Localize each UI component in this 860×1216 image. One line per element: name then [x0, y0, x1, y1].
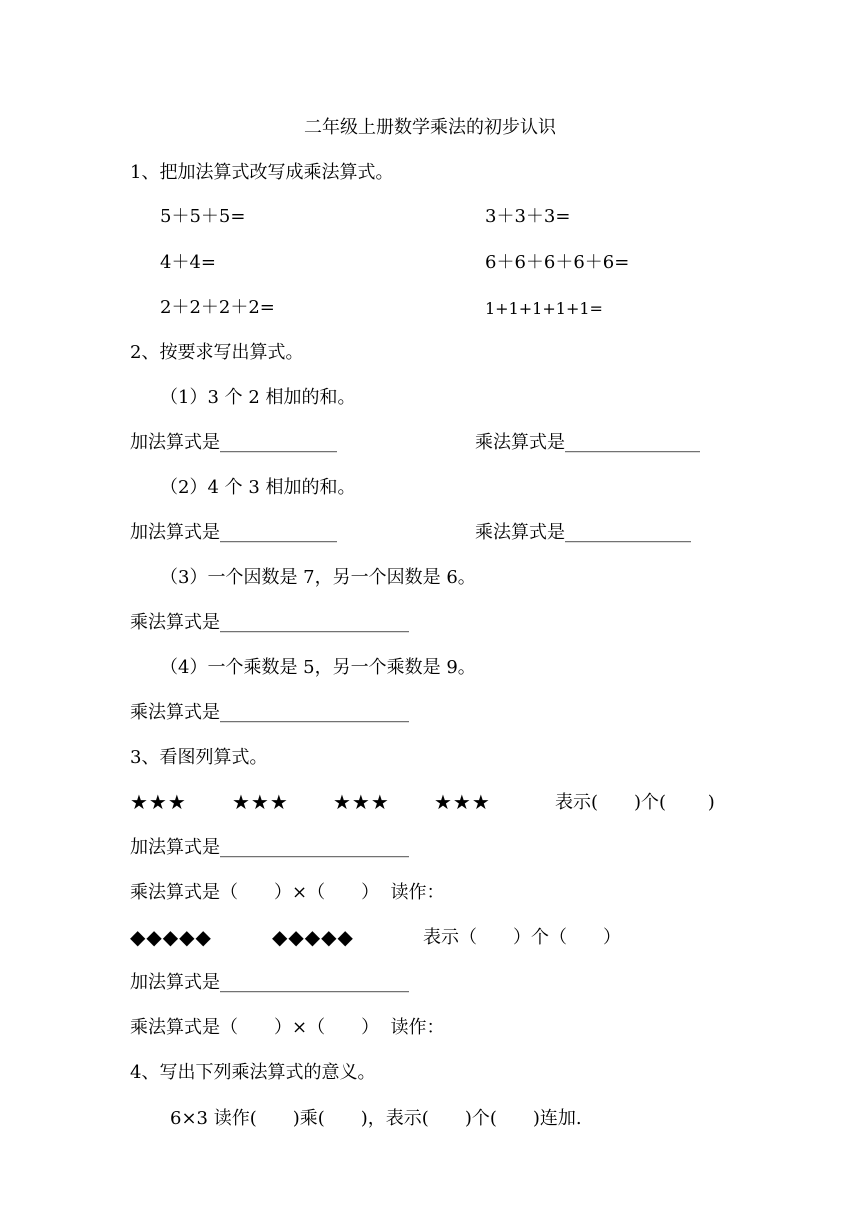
q2-part-3: （3）一个因数是 7，另一个因数是 6。 — [160, 567, 476, 588]
diamond-group-1: ◆◆◆◆◆ — [130, 925, 212, 949]
q1-item-4: 6＋6＋6＋6＋6= — [485, 252, 630, 273]
q1-heading: 1、把加法算式改写成乘法算式。 — [130, 162, 394, 183]
page-title: 二年级上册数学乘法的初步认识 — [304, 117, 556, 138]
q2-part-2: （2）4 个 3 相加的和。 — [160, 477, 356, 498]
q2-p3-multiplication-blank: 乘法算式是_____________________ — [130, 612, 409, 633]
q2-heading: 2、按要求写出算式。 — [130, 342, 304, 363]
q3-addition-blank-1: 加法算式是_____________________ — [130, 837, 409, 858]
q2-part-4: （4）一个乘数是 5，另一个乘数是 9。 — [160, 657, 476, 678]
q3-heading: 3、看图列算式。 — [130, 747, 268, 768]
q1-item-3: 4＋4= — [160, 252, 216, 273]
star-group-1: ★★★ — [130, 790, 187, 814]
star-group-2: ★★★ — [232, 790, 289, 814]
q2-part-1: （1）3 个 2 相加的和。 — [160, 387, 356, 408]
q3-multiplication-2: 乘法算式是（ ）×（ ） 读作： — [130, 1017, 445, 1038]
q4-heading: 4、写出下列乘法算式的意义。 — [130, 1062, 376, 1083]
q3-multiplication-1: 乘法算式是（ ）×（ ） 读作： — [130, 882, 445, 903]
q2-p1-addition-blank: 加法算式是_____________ — [130, 432, 337, 453]
q2-p1-multiplication-blank: 乘法算式是_______________ — [475, 432, 700, 453]
q1-item-5: 2＋2＋2＋2= — [160, 297, 275, 318]
q2-p2-addition-blank: 加法算式是_____________ — [130, 522, 337, 543]
q2-p2-multiplication-blank: 乘法算式是______________ — [475, 522, 691, 543]
q1-item-2: 3＋3＋3= — [485, 206, 571, 227]
diamonds-meaning: 表示（ ）个（ ） — [423, 927, 621, 948]
diamond-group-2: ◆◆◆◆◆ — [272, 925, 354, 949]
q3-addition-blank-2: 加法算式是_____________________ — [130, 972, 409, 993]
star-group-4: ★★★ — [434, 790, 491, 814]
q2-p4-multiplication-blank: 乘法算式是_____________________ — [130, 702, 409, 723]
q4-line: 6×3 读作( )乘( )，表示( )个( )连加. — [170, 1108, 582, 1129]
q1-item-1: 5＋5＋5= — [160, 206, 246, 227]
star-group-3: ★★★ — [333, 790, 390, 814]
q1-item-6: 1+1+1+1+1= — [485, 299, 603, 318]
stars-meaning: 表示( )个( ) — [555, 792, 715, 813]
